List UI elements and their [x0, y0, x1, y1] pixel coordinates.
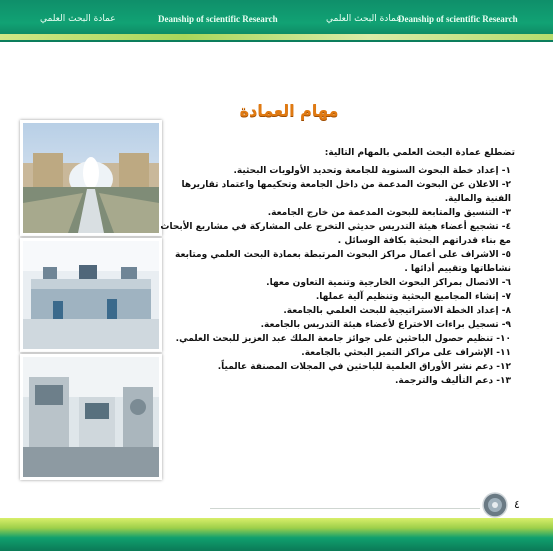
list-item: ١٣- دعم التأليف والترجمة.	[395, 376, 511, 386]
list-item: ١١- الإشراف على مراكز التميز البحثي بالجامعة.	[301, 348, 511, 358]
list-item: ١٢- دعم نشر الأوراق العلمية للباحثين في المجلات المصنفة عالمياً.	[217, 362, 511, 372]
header-band	[0, 0, 553, 42]
list-item: ٤- تشجيع أعضاء هيئة التدريس حديثي التخرج على المشاركة في مشاريع الأبحاث مع بناء قدراتهم البحثية بكافة الوسائل .	[160, 222, 511, 246]
list-item: ٧- إنشاء المجاميع البحثية وتنظيم آلية عملها.	[315, 292, 511, 302]
list-item: ٢- الاعلان عن البحوث المدعمة من داخل الجامعة وتحكيمها واعتماد تقاريرها الفنية والمالية.	[181, 180, 511, 204]
tasks-content	[160, 146, 515, 388]
page-number: ٤	[514, 498, 520, 511]
header-left-arabic: عمادة البحث العلمي	[40, 14, 116, 24]
list-item: ١٠- تنظيم حصول الباحثين على جوائز جامعة الملك عبد العزيز للبحث العلمي.	[175, 334, 511, 344]
page-title: مهام العمادة	[239, 101, 339, 120]
equipment-photo	[20, 354, 162, 480]
header-left-english: Deanship of scientific Research	[158, 14, 278, 24]
list-item: ٩- تسجيل براءات الاختراع لأعضاء هيئة التدريس بالجامعة.	[260, 320, 511, 330]
university-seal-icon	[482, 492, 508, 518]
list-item: ٥- الاشراف على أعمال مراكز البحوث المرتبطة بعمادة البحث العلمي ومتابعة نشاطاتها وتقييم أدائها .	[175, 250, 511, 274]
list-item: ٦- الاتصال بمراكز البحوث الخارجية وتنمية التعاون معها.	[266, 278, 511, 288]
intro-text: تضطلع عمادة البحث العلمي بالمهام التالية:	[324, 148, 515, 158]
laboratory-photo	[20, 238, 162, 352]
header-right-english: Deanship of scientific Research	[398, 14, 518, 24]
header-stripe	[0, 34, 553, 40]
footer-rule	[210, 508, 480, 509]
list-item: ١- إعداد خطة البحوث السنوية للجامعة وتحديد الأولويات البحثية.	[233, 166, 511, 176]
header-right-arabic: عمادة البحث العلمي	[326, 14, 402, 24]
fountain-photo	[20, 120, 162, 236]
footer-band	[0, 518, 553, 551]
list-item: ٣- التنسيق والمتابعة للبحوث المدعمة من خارج الجامعة.	[267, 208, 511, 218]
list-item: ٨- إعداد الخطة الاستراتيجية للبحث العلمي بالجامعة.	[283, 306, 511, 316]
